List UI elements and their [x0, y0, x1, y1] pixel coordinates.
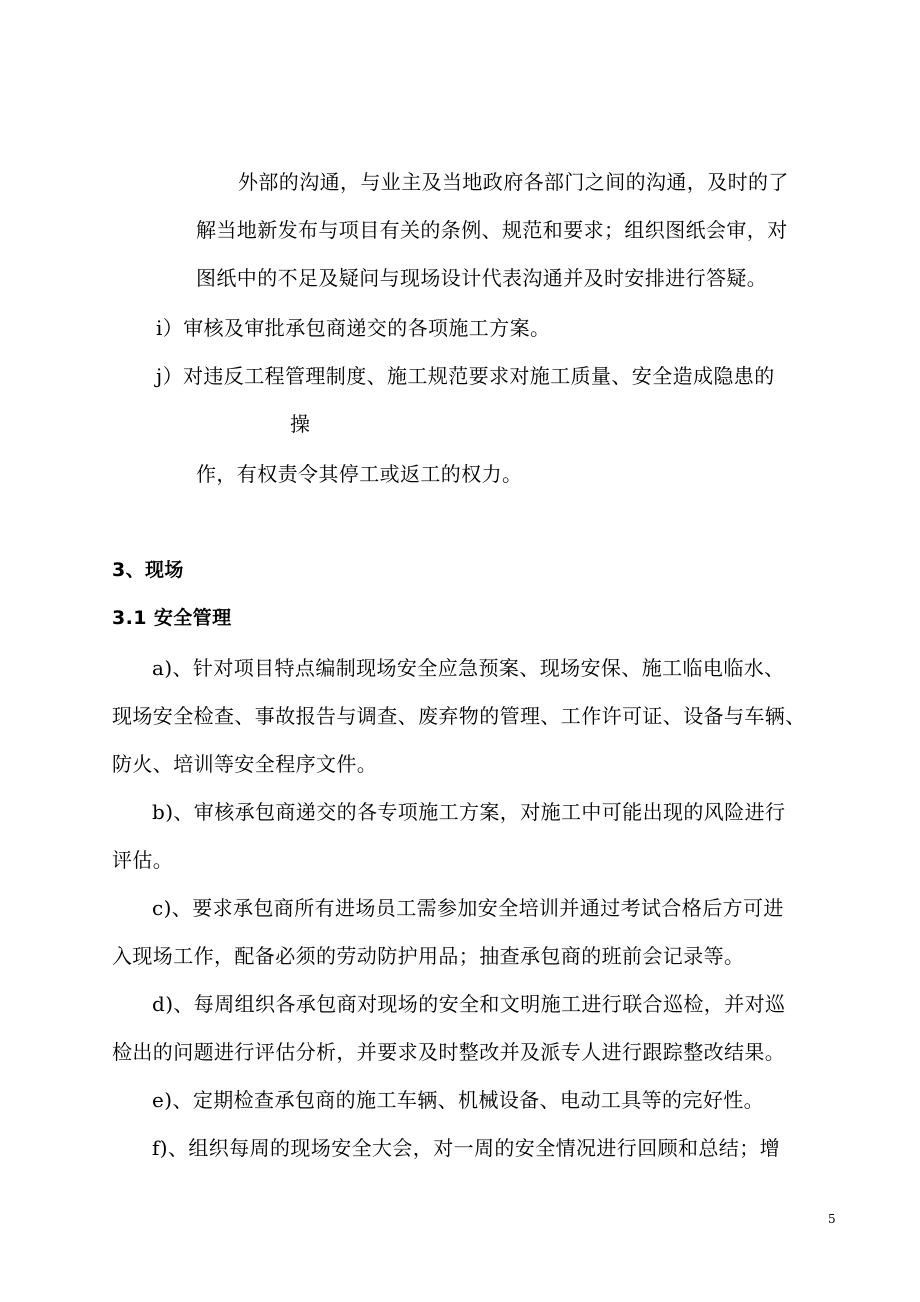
paragraph-e: e)、定期检查承包商的施工车辆、机械设备、电动工具等的完好性。	[152, 1088, 765, 1112]
paragraph-f: f)、组织每周的现场安全大会，对一周的安全情况进行回顾和总结；增	[152, 1136, 781, 1160]
list-item-i: i）审核及审批承包商递交的各项施工方案。	[156, 316, 551, 340]
paragraph-b: b)、审核承包商递交的各专项施工方案，对施工中可能出现的风险进行	[152, 800, 786, 824]
paragraph-c: c)、要求承包商所有进场员工需参加安全培训并通过考试合格后方可进	[152, 896, 784, 920]
paragraph-a: a)、针对项目特点编制现场安全应急预案、现场安保、施工临电临水、	[152, 656, 785, 680]
paragraph-line: 解当地新发布与项目有关的条例、规范和要求；组织图纸会审，对	[196, 218, 788, 242]
paragraph-a: 防火、培训等安全程序文件。	[112, 752, 378, 776]
subsection-heading: 3.1 安全管理	[112, 607, 232, 629]
list-item-j-wrap: 操	[290, 412, 311, 436]
list-item-j-wrap: 作，有权责令其停工或返工的权力。	[196, 462, 523, 486]
paragraph-c: 入现场工作，配备必须的劳动防护用品；抽查承包商的班前会记录等。	[112, 944, 745, 968]
page-number: 5	[828, 1212, 836, 1226]
list-item-j: j）对违反工程管理制度、施工规范要求对施工质量、安全造成隐患的	[156, 364, 775, 388]
paragraph-line: 图纸中的不足及疑问与现场设计代表沟通并及时安排进行答疑。	[196, 266, 768, 290]
paragraph-b: 评估。	[112, 848, 174, 872]
paragraph-line: 外部的沟通，与业主及当地政府各部门之间的沟通，及时的了	[238, 170, 789, 194]
section-heading: 3、现场	[112, 559, 184, 581]
paragraph-d: d)、每周组织各承包商对现场的安全和文明施工进行联合巡检，并对巡	[152, 992, 786, 1016]
paragraph-d: 检出的问题进行评估分析，并要求及时整改并及派专人进行跟踪整改结果。	[112, 1040, 786, 1064]
paragraph-a: 现场安全检查、事故报告与调查、废弃物的管理、工作许可证、设备与车辆、	[112, 704, 806, 728]
